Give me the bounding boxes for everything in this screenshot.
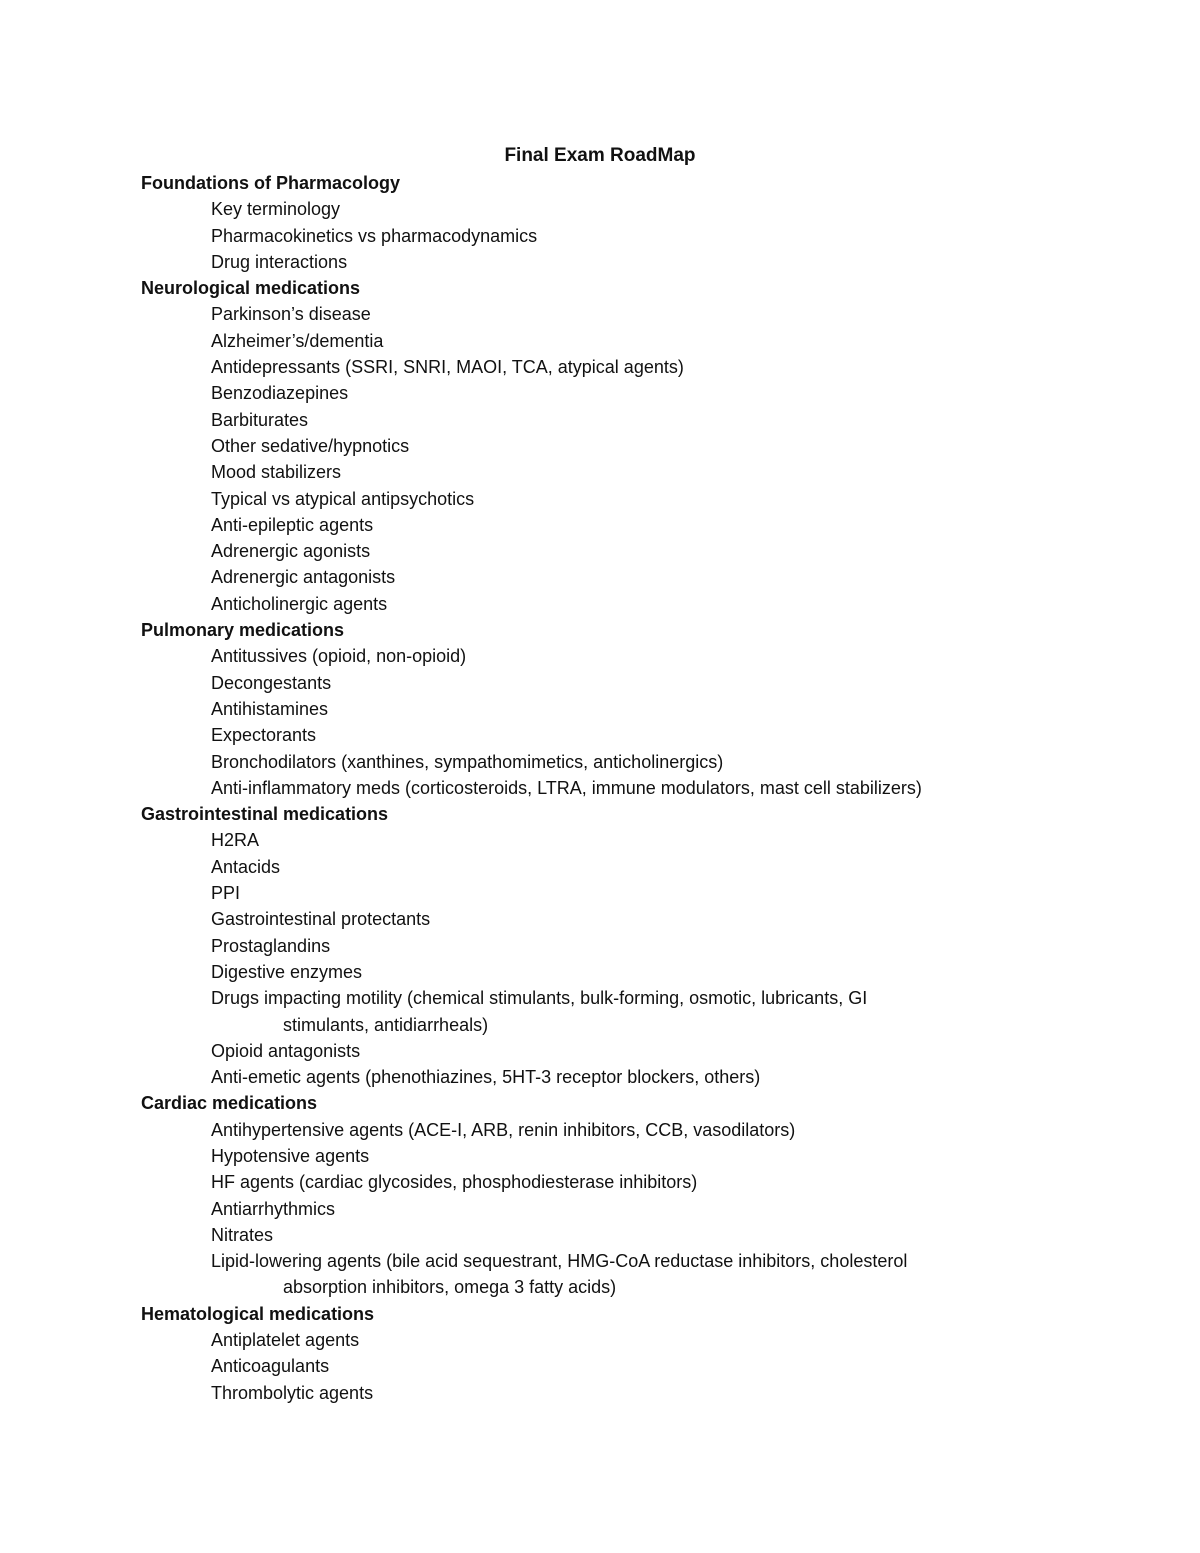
list-item — [141, 1222, 1101, 1248]
list-item — [141, 564, 1101, 590]
list-item-text: Drugs impacting motility (chemical stimulants, bulk-forming, osmotic, lubricants, GI — [211, 988, 868, 1009]
list-item — [141, 1248, 1101, 1301]
list-item-text: PPI — [211, 883, 241, 904]
list-item-text: HF agents (cardiac glycosides, phosphodiesterase inhibitors) — [211, 1172, 698, 1193]
list-item — [141, 591, 1101, 617]
list-item — [141, 722, 1101, 748]
section-heading: Neurological medications — [141, 278, 361, 299]
list-item — [141, 1143, 1101, 1169]
list-item — [141, 1196, 1101, 1222]
list-item-text: Antiarrhythmics — [211, 1198, 336, 1219]
list-item — [141, 1327, 1101, 1353]
list-item — [141, 1117, 1101, 1143]
list-item-text: Decongestants — [211, 672, 332, 693]
list-item — [141, 486, 1101, 512]
list-item — [141, 643, 1101, 669]
list-item — [141, 854, 1101, 880]
list-item — [141, 1169, 1101, 1195]
list-item — [141, 354, 1101, 380]
list-item — [141, 328, 1101, 354]
list-item-text: Pharmacokinetics vs pharmacodynamics — [211, 225, 538, 246]
list-item-text: Adrenergic antagonists — [211, 567, 396, 588]
list-item-text: Nitrates — [211, 1224, 274, 1245]
list-item-text: H2RA — [211, 830, 260, 851]
list-item-text: Antihistamines — [211, 698, 329, 719]
list-item-text: Gastrointestinal protectants — [211, 909, 431, 930]
list-item — [141, 301, 1101, 327]
list-item — [141, 749, 1101, 775]
list-item-text: Adrenergic agonists — [211, 541, 371, 562]
list-item-text: Antacids — [211, 856, 281, 877]
list-item — [141, 985, 1101, 1038]
list-item-text: Hypotensive agents — [211, 1145, 370, 1166]
list-item-text: Mood stabilizers — [211, 462, 342, 483]
list-item-text: Drug interactions — [211, 251, 348, 272]
list-item — [141, 459, 1101, 485]
list-item — [141, 827, 1101, 853]
list-item — [141, 1380, 1101, 1406]
list-item — [141, 775, 1101, 801]
section-heading: Pulmonary medications — [141, 620, 345, 641]
list-item — [141, 433, 1101, 459]
section-heading: Gastrointestinal medications — [141, 804, 389, 825]
list-item-text: Anticoagulants — [211, 1356, 330, 1377]
list-item — [141, 696, 1101, 722]
list-item-continuation: stimulants, antidiarrheals) — [283, 1014, 489, 1035]
list-item-text: Anticholinergic agents — [211, 593, 388, 614]
list-item-text: Anti-emetic agents (phenothiazines, 5HT-3 receptor blockers, others) — [211, 1067, 761, 1088]
list-item — [141, 223, 1101, 249]
list-item-text: Prostaglandins — [211, 935, 331, 956]
section-heading: Hematological medications — [141, 1303, 375, 1324]
list-item-text: Expectorants — [211, 725, 317, 746]
list-item-text: Antidepressants (SSRI, SNRI, MAOI, TCA, atypical agents) — [211, 357, 684, 378]
list-item-text: Benzodiazepines — [211, 383, 349, 404]
list-item — [141, 880, 1101, 906]
list-item-continuation: absorption inhibitors, omega 3 fatty acids) — [283, 1277, 617, 1298]
list-item-text: Other sedative/hypnotics — [211, 435, 410, 456]
list-item-text: Alzheimer’s/dementia — [211, 330, 384, 351]
list-item — [141, 249, 1101, 275]
list-item-text: Antiplatelet agents — [211, 1330, 360, 1351]
list-item-text: Anti-epileptic agents — [211, 514, 374, 535]
section-heading: Foundations of Pharmacology — [141, 173, 401, 193]
list-item-text: Parkinson’s disease — [211, 304, 371, 325]
list-item-text: Bronchodilators (xanthines, sympathomimetics, anticholinergics) — [211, 751, 724, 772]
list-item — [141, 196, 1101, 222]
page-title: Final Exam RoadMap — [504, 145, 696, 166]
list-item — [141, 1353, 1101, 1379]
list-item-text: Anti-inflammatory meds (corticosteroids, LTRA, immune modulators, mast cell stabilizers) — [211, 777, 922, 798]
outline-body — [141, 170, 1101, 1406]
list-item — [141, 512, 1101, 538]
list-item-text: Opioid antagonists — [211, 1040, 361, 1061]
list-item-text: Antihypertensive agents (ACE-I, ARB, renin inhibitors, CCB, vasodilators) — [211, 1119, 796, 1140]
list-item — [141, 538, 1101, 564]
list-item — [141, 380, 1101, 406]
list-item-text: Thrombolytic agents — [211, 1382, 374, 1403]
list-item — [141, 959, 1101, 985]
list-item-text: Key terminology — [211, 199, 341, 220]
list-item — [141, 407, 1101, 433]
list-item — [141, 1038, 1101, 1064]
list-item-text: Typical vs atypical antipsychotics — [211, 488, 475, 509]
list-item-text: Digestive enzymes — [211, 961, 363, 982]
section-heading: Cardiac medications — [141, 1093, 318, 1114]
list-item-text: Barbiturates — [211, 409, 309, 430]
list-item — [141, 670, 1101, 696]
list-item — [141, 906, 1101, 932]
list-item-text: Antitussives (opioid, non-opioid) — [211, 646, 467, 667]
list-item — [141, 1064, 1101, 1090]
list-item — [141, 933, 1101, 959]
list-item-text: Lipid-lowering agents (bile acid sequestrant, HMG-CoA reductase inhibitors, cholesterol — [211, 1251, 908, 1272]
